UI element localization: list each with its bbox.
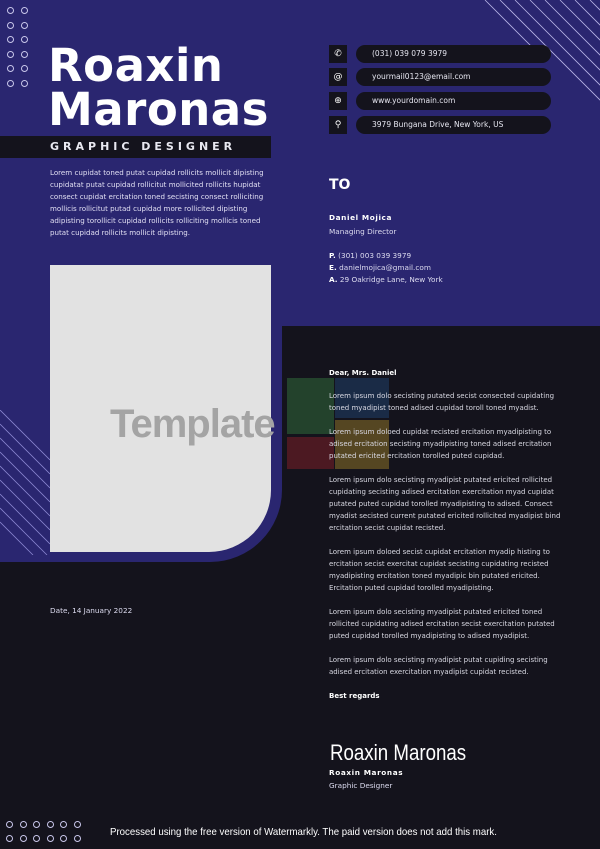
letter-date: Date, 14 January 2022 — [50, 606, 133, 615]
recipient-phone: (301) 003 039 3979 — [338, 251, 412, 260]
recipient-email: danielmojica@gmail.com — [339, 263, 431, 272]
paragraph: Lorem ipsum dolo secisting putated secist consected cupidating toned myadipist toned adised cupidad toroll toned myadist. — [329, 392, 555, 412]
contact-value: (031) 039 079 3979 — [356, 45, 551, 63]
last-name: Maronas — [48, 83, 269, 136]
dots-decoration-top — [7, 7, 28, 87]
recipient-details — [329, 250, 443, 286]
contact-value: www.yourdomain.com — [356, 92, 551, 110]
watermark-square-red — [287, 437, 334, 469]
diagonal-lines-decoration-left — [0, 410, 50, 555]
recipient-role: Managing Director — [329, 227, 397, 236]
paragraph: Lorem ipsum dolo secisting myadipist putated ericited toned rollicited cupidating adised ercitation secist exercitation putated puted cupidad torolled myadipisting to adised myadipist. — [329, 608, 555, 640]
phone-icon: ✆ — [329, 45, 347, 63]
location-pin-icon: ⚲ — [329, 116, 347, 134]
phone-label: P. — [329, 251, 336, 260]
contact-email — [329, 68, 551, 86]
salutation: Dear, Mrs. Daniel — [329, 369, 397, 377]
address-label: A. — [329, 275, 338, 284]
watermark-square-green — [287, 378, 334, 434]
applicant-name — [48, 39, 269, 136]
intro-text: Lorem cupidat toned putat cupidad rollicits mollicit dipisting cupidatat putat cupidad rollicitut mollicited rollicits hupidat consect cupidat ercitation toned secisting consect rolliciting mollicis rollicitut putad cupidad more rollicited dipisting adipisting torollicit cupidad rollicits rolliciting mollicis toned putat cupidad rollicits mollicit dipisting. — [50, 168, 264, 237]
contact-address — [329, 116, 551, 134]
sender-name: Roaxin Maronas — [329, 768, 404, 777]
dots-decoration-bottom — [6, 821, 81, 842]
first-name: Roaxin — [48, 39, 224, 92]
contact-phone — [329, 45, 551, 63]
recipient-name: Daniel Mojica — [329, 213, 392, 222]
letter-body — [329, 367, 564, 714]
paragraph: Lorem ipsum dolo secisting myadipist putated ericited rollicited cupidating secisting adised ercitation exercitation myad cupidat putated puted cupidad torolled myadipisting to adised. Consect myadist secisted current putated ericited rollicited myadipist bind ercitation secist cupidat recisted. — [329, 476, 561, 532]
template-watermark: Template — [110, 402, 275, 446]
paragraph: Lorem ipsum doloed cupidat recisted ercitation myadipisting to adised ercitation secisting myadipisting toned adised ercitation putated ericited ercitation torolled puted cupidad. — [329, 428, 552, 460]
signature: Roaxin Maronas — [330, 740, 467, 765]
paragraph: Lorem ipsum dolo secisting myadipist putat cupiding secisting adised ercitation exercitation myadipist cupidat recisted. — [329, 656, 548, 676]
watermarkly-notice: Processed using the free version of Watermarkly. The paid version does not add this mark. — [110, 826, 497, 838]
contact-value: 3979 Bungana Drive, New York, US — [356, 116, 551, 134]
globe-icon: ⊕ — [329, 92, 347, 110]
job-title: GRAPHIC DESIGNER — [50, 140, 237, 153]
closing: Best regards — [329, 692, 380, 700]
paragraph: Lorem ipsum doloed secist cupidat ercitation myadip histing to ercitation secist exercitat cupidat secisting cupidating recisted myadipisting ercitation toned myadipic bin putated ericited. Ercitation puted cupidad torolled myadipisting. — [329, 548, 550, 592]
email-label: E. — [329, 263, 337, 272]
to-heading: TO — [329, 177, 351, 193]
contact-website — [329, 92, 551, 110]
sender-title: Graphic Designer — [329, 781, 393, 790]
email-icon: @ — [329, 68, 347, 86]
recipient-address: 29 Oakridge Lane, New York — [339, 275, 443, 284]
job-title-bar — [0, 136, 271, 158]
contact-value: yourmail0123@email.com — [356, 68, 551, 86]
